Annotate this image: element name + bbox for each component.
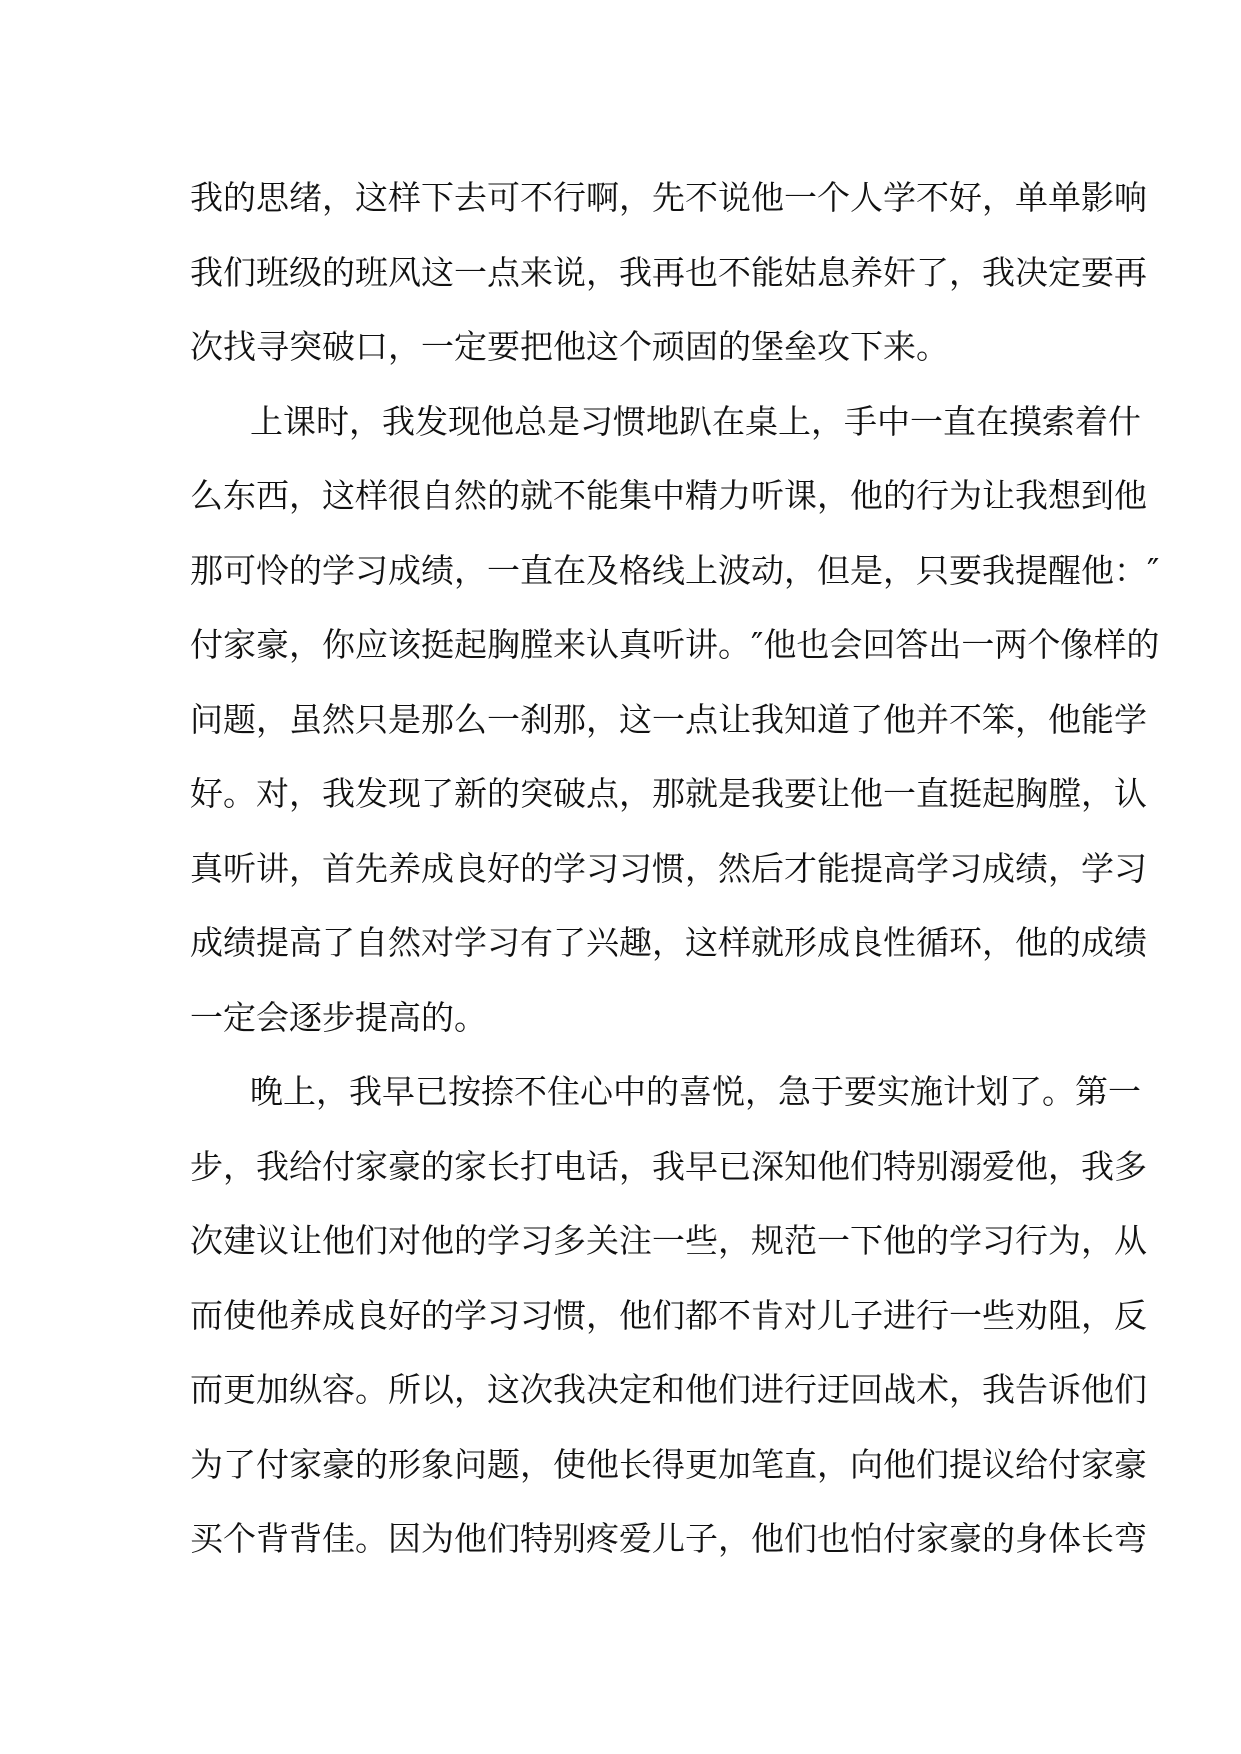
text-line: 买个背背佳。因为他们特别疼爱儿子，他们也怕付家豪的身体长弯 (190, 1519, 1147, 1558)
paragraph-start-line: 晚上，我早已按捺不住心中的喜悦，急于要实施计划了。第一 (250, 1072, 1141, 1111)
text-line: 真听讲，首先养成良好的学习习惯，然后才能提高学习成绩，学习 (190, 848, 1147, 888)
text-line: 次建议让他们对他的学习多关注一些，规范一下他的学习行为，从 (190, 1221, 1147, 1260)
text-line: 而使他养成良好的学习习惯，他们都不肯对儿子进行一些劝阻，反 (190, 1295, 1147, 1335)
text-line: 好。对，我发现了新的突破点，那就是我要让他一直挺起胸膛，认 (190, 774, 1147, 813)
body-text (190, 161, 1160, 1577)
text-line: 那可怜的学习成绩，一直在及格线上波动，但是，只要我提醒他：″ (190, 550, 1160, 590)
text-line: 问题，虽然只是那么一刹那，这一点让我知道了他并不笨，他能学 (190, 699, 1147, 739)
text-line: 而更加纵容。所以，这次我决定和他们进行迂回战术，我告诉他们 (190, 1370, 1147, 1409)
text-line: 我们班级的班风这一点来说，我再也不能姑息养奸了，我决定要再 (190, 252, 1147, 292)
text-line: 为了付家豪的形象问题，使他长得更加笔直，向他们提议给付家豪 (190, 1444, 1147, 1484)
text-line: 次找寻突破口，一定要把他这个顽固的堡垒攻下来。 (190, 327, 949, 366)
text-line: 我的思绪，这样下去可不行啊，先不说他一个人学不好，单单影响 (190, 178, 1147, 217)
paragraph-start-line: 上课时，我发现他总是习惯地趴在桌上，手中一直在摸索着什 (250, 401, 1141, 441)
text-line: 一定会逐步提高的。 (190, 997, 487, 1037)
text-line: 么东西，这样很自然的就不能集中精力听课，他的行为让我想到他 (190, 476, 1147, 515)
text-line: 步，我给付家豪的家长打电话，我早已深知他们特别溺爱他，我多 (190, 1146, 1147, 1186)
text-line: 付家豪，你应该挺起胸膛来认真听讲。″他也会回答出一两个像样的 (190, 625, 1160, 664)
text-line: 成绩提高了自然对学习有了兴趣，这样就形成良性循环，他的成绩 (190, 923, 1147, 962)
